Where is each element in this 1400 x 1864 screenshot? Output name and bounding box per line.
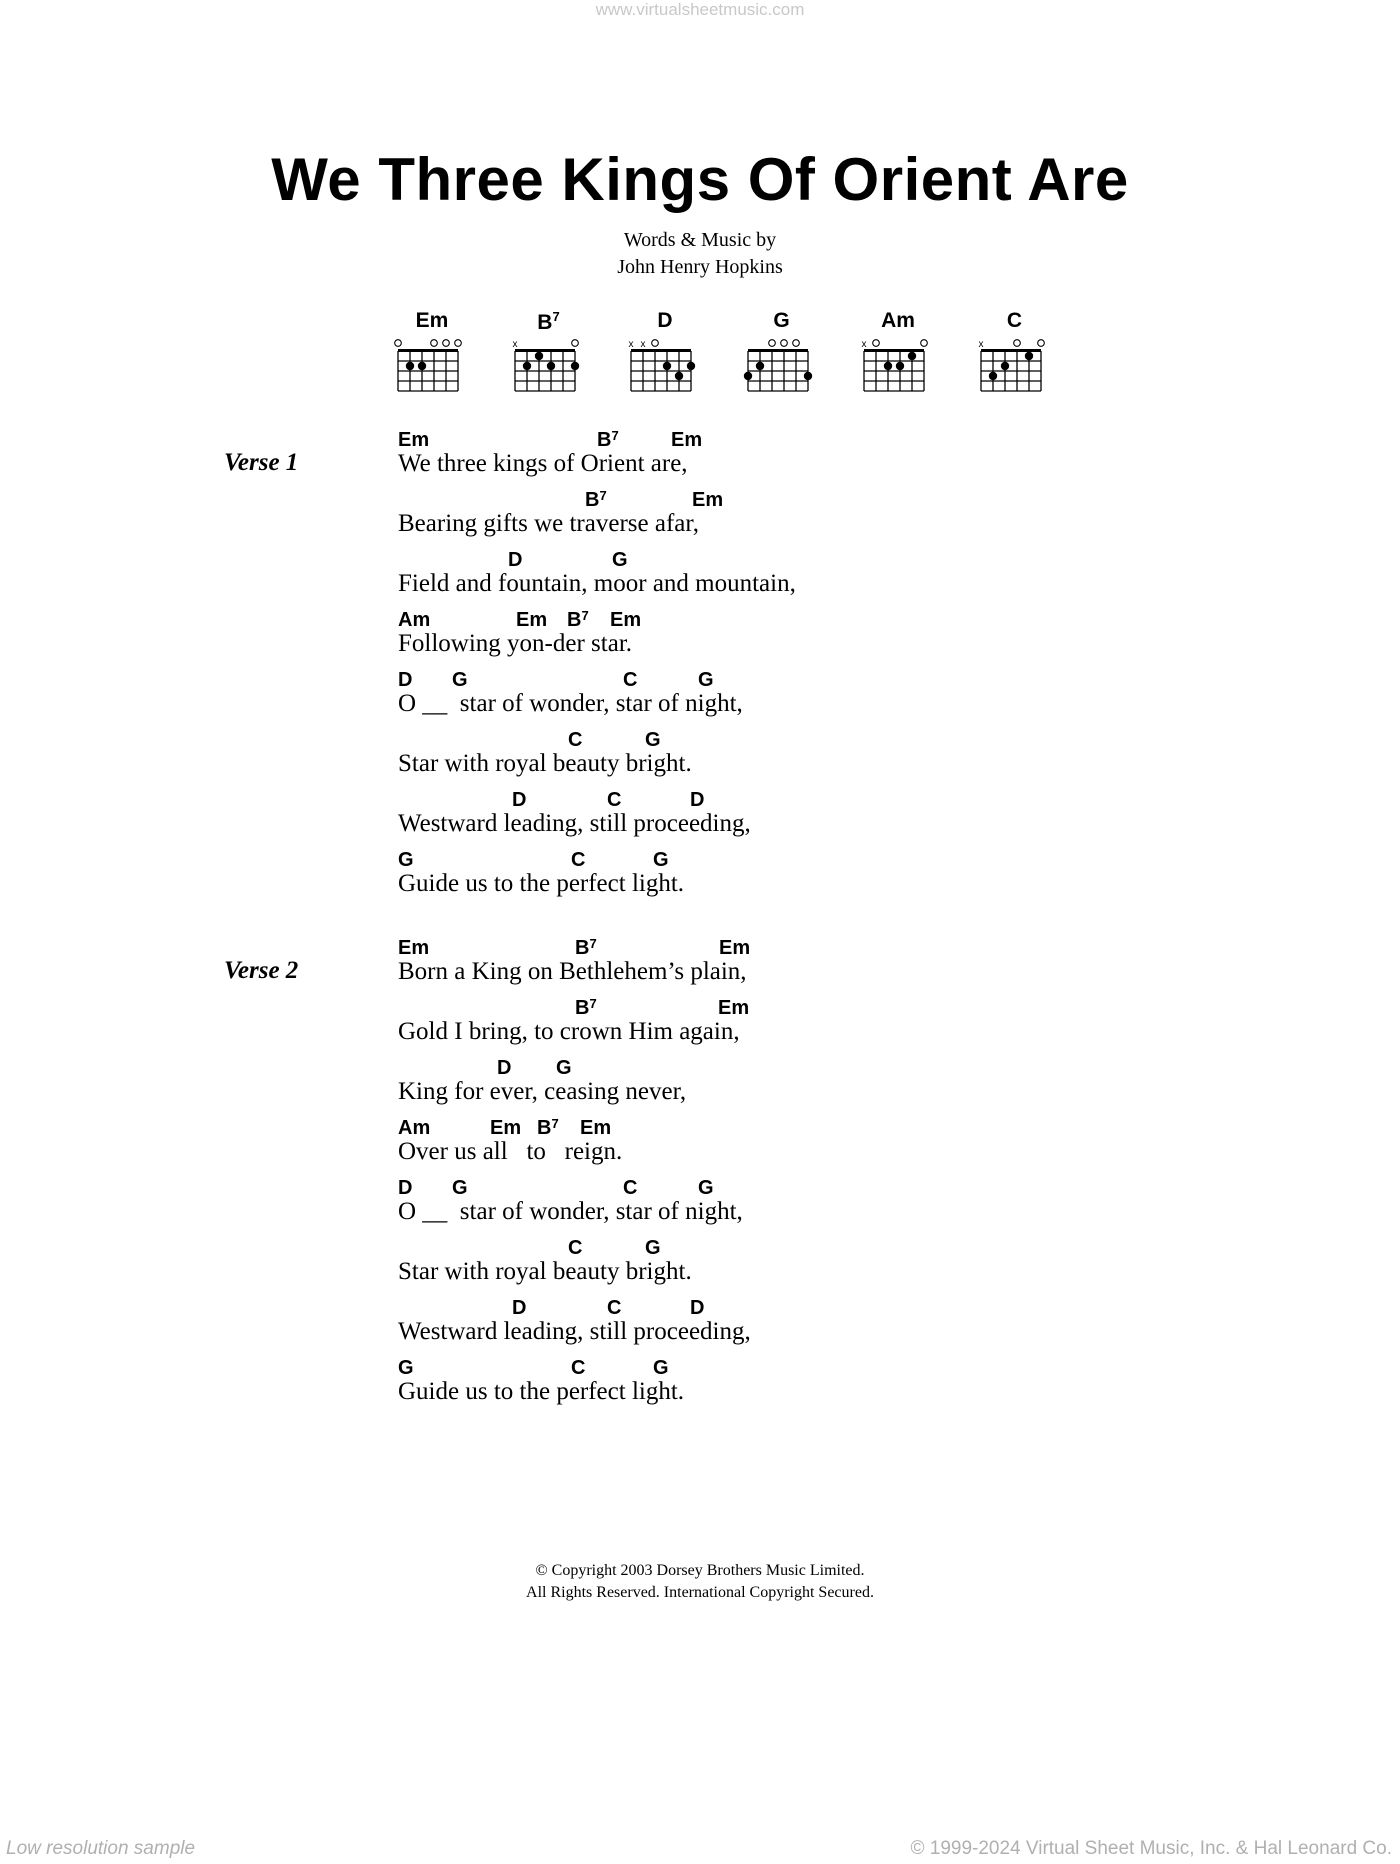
lyric-line xyxy=(398,669,1098,729)
credit-line-2: John Henry Hopkins xyxy=(617,256,783,278)
chord-symbol: Em xyxy=(671,429,703,451)
chord-diagram-em xyxy=(392,309,472,409)
lyric-text: Westward leading, still proceeding, xyxy=(398,1318,751,1345)
finger-dot xyxy=(546,362,554,370)
open-string-marker xyxy=(571,340,578,347)
chord-symbol: Em xyxy=(718,997,750,1019)
chord-diagram-am xyxy=(858,309,938,409)
finger-dot xyxy=(884,362,892,370)
chord-diagram-c xyxy=(975,309,1055,409)
footer-sample-note: Low resolution sample xyxy=(6,1838,196,1859)
open-string-marker xyxy=(780,340,787,347)
lyric-line xyxy=(398,549,1098,609)
finger-dot xyxy=(743,372,751,380)
lyric-line xyxy=(398,1237,1098,1297)
muted-string-marker: x xyxy=(640,339,646,350)
lyric-text: Star with royal beauty bright. xyxy=(398,750,692,777)
section-label: Verse 1 xyxy=(224,449,299,476)
chord-symbol: D xyxy=(512,1297,527,1319)
credit-line-1: Words & Music by xyxy=(623,229,777,251)
lyric-text: Following yon-der star. xyxy=(398,630,633,657)
chord-symbol: $B^7$ xyxy=(585,488,607,511)
chord-symbol: G xyxy=(452,1177,468,1199)
open-string-marker xyxy=(395,340,402,347)
lyric-text: We three kings of Orient are, xyxy=(398,450,688,477)
lyric-text: O __ star of wonder, star of night, xyxy=(398,690,743,717)
lyric-line xyxy=(398,1297,1098,1357)
chord-symbol: G xyxy=(612,549,628,571)
chord-diagram-name: G xyxy=(773,309,790,332)
finger-dot xyxy=(522,362,530,370)
chord-symbol: $B^7$ xyxy=(575,996,597,1019)
lyric-text: Guide us to the perfect light. xyxy=(398,870,685,897)
chord-symbol: Em xyxy=(610,609,642,631)
chord-diagram-d xyxy=(625,309,705,409)
lyric-line xyxy=(398,1357,1098,1417)
finger-dot xyxy=(755,362,763,370)
chord-symbol: Am xyxy=(398,609,431,631)
finger-dot xyxy=(534,352,542,360)
open-string-marker xyxy=(1037,340,1044,347)
chord-symbol: G xyxy=(653,1357,669,1379)
chord-diagram-name: Em xyxy=(415,309,449,332)
lyric-line xyxy=(398,1117,1098,1177)
chord-symbol: D xyxy=(497,1057,512,1079)
chord-symbol: C xyxy=(623,1177,638,1199)
lyric-text: King for ever, ceasing never, xyxy=(398,1078,687,1105)
chord-symbol: C xyxy=(607,1297,622,1319)
fretboard-grid xyxy=(858,335,938,399)
muted-string-marker: x xyxy=(512,339,517,350)
chord-symbol: D xyxy=(512,789,527,811)
open-string-marker xyxy=(873,340,880,347)
lyric-line xyxy=(398,729,1098,789)
chord-symbol: D xyxy=(398,1177,413,1199)
fretboard-grid xyxy=(509,335,589,399)
chord-symbol: D xyxy=(690,789,705,811)
lyric-text: Bearing gifts we traverse afar, xyxy=(398,510,699,537)
section-label: Verse 2 xyxy=(224,957,299,984)
fretboard-grid xyxy=(625,335,705,399)
lyric-line xyxy=(398,489,1098,549)
lyric-line xyxy=(398,849,1098,909)
chord-symbol: $B^7$ xyxy=(567,608,589,631)
chord-symbol: G xyxy=(645,1237,661,1259)
finger-dot xyxy=(570,362,578,370)
song-title: We Three Kings Of Orient Are xyxy=(271,146,1129,213)
finger-dot xyxy=(988,372,996,380)
finger-dot xyxy=(803,372,811,380)
chord-symbol: C xyxy=(571,849,586,871)
chord-symbol: Em xyxy=(398,937,430,959)
open-string-marker xyxy=(1013,340,1020,347)
copyright-line-1: © Copyright 2003 Dorsey Brothers Music Limited. xyxy=(535,1562,865,1579)
finger-dot xyxy=(896,362,904,370)
chord-symbol: C xyxy=(568,1237,583,1259)
finger-dot xyxy=(908,352,916,360)
finger-dot xyxy=(418,362,426,370)
lyric-line xyxy=(398,997,1098,1057)
lyric-line xyxy=(398,937,1098,997)
open-string-marker xyxy=(792,340,799,347)
lyric-line xyxy=(398,1057,1098,1117)
chord-symbol: Em xyxy=(398,429,430,451)
chord-symbol: C xyxy=(607,789,622,811)
lyric-text: Field and fountain, moor and mountain, xyxy=(398,570,796,597)
chord-symbol: G xyxy=(645,729,661,751)
chord-symbol: G xyxy=(653,849,669,871)
chord-symbol: Em xyxy=(516,609,548,631)
chord-symbol: Em xyxy=(692,489,724,511)
lyric-text: O __ star of wonder, star of night, xyxy=(398,1198,743,1225)
chord-symbol: G xyxy=(698,669,714,691)
lyric-text: Over us all to reign. xyxy=(398,1138,623,1165)
chord-symbol: C xyxy=(571,1357,586,1379)
fretboard-grid xyxy=(975,335,1055,399)
finger-dot xyxy=(675,372,683,380)
chord-symbol: G xyxy=(452,669,468,691)
lyric-text: Born a King on Bethlehem’s plain, xyxy=(398,958,747,985)
chord-diagram-name: Am xyxy=(881,309,915,332)
open-string-marker xyxy=(652,340,659,347)
lyric-text: Gold I bring, to crown Him again, xyxy=(398,1018,740,1045)
fretboard-grid xyxy=(742,335,822,399)
chord-symbol: $B^7$ xyxy=(575,936,597,959)
chord-symbol: C xyxy=(568,729,583,751)
finger-dot xyxy=(663,362,671,370)
open-string-marker xyxy=(921,340,928,347)
lyric-text: Star with royal beauty bright. xyxy=(398,1258,692,1285)
open-string-marker xyxy=(431,340,438,347)
chord-diagram-name: C xyxy=(1006,309,1023,332)
chord-diagram-name: $B^7$ xyxy=(537,309,560,334)
footer-copyright: © 1999-2024 Virtual Sheet Music, Inc. & Hal Leonard Co. xyxy=(910,1838,1392,1859)
chord-symbol: Em xyxy=(580,1117,612,1139)
finger-dot xyxy=(687,362,695,370)
muted-string-marker: x xyxy=(628,339,634,350)
copyright-line-2: All Rights Reserved. International Copyright Secured. xyxy=(526,1584,874,1601)
muted-string-marker: x xyxy=(861,339,867,350)
chord-symbol: G xyxy=(398,1357,414,1379)
lyric-line xyxy=(398,789,1098,849)
chord-symbol: Am xyxy=(398,1117,431,1139)
chord-diagram-g xyxy=(742,309,822,409)
chord-symbol: Em xyxy=(490,1117,522,1139)
chord-diagram-b7 xyxy=(509,309,589,409)
muted-string-marker: x xyxy=(978,339,983,350)
finger-dot xyxy=(1000,362,1008,370)
chord-symbol: G xyxy=(698,1177,714,1199)
lyric-line xyxy=(398,429,1098,489)
chord-symbol: Em xyxy=(719,937,751,959)
lyric-text: Westward leading, still proceeding, xyxy=(398,810,751,837)
chord-symbol: G xyxy=(556,1057,572,1079)
chord-symbol: $B^7$ xyxy=(537,1116,559,1139)
fretboard-grid xyxy=(392,335,472,399)
finger-dot xyxy=(1024,352,1032,360)
watermark-url: www.virtualsheetmusic.com xyxy=(595,0,805,19)
chord-symbol: C xyxy=(623,669,638,691)
lyric-line xyxy=(398,609,1098,669)
open-string-marker xyxy=(455,340,462,347)
finger-dot xyxy=(406,362,414,370)
chord-symbol: G xyxy=(398,849,414,871)
chord-symbol: D xyxy=(508,549,523,571)
chord-symbol: D xyxy=(398,669,413,691)
open-string-marker xyxy=(768,340,775,347)
open-string-marker xyxy=(443,340,450,347)
chord-symbol: $B^7$ xyxy=(597,428,619,451)
chord-symbol: D xyxy=(690,1297,705,1319)
chord-diagram-name: D xyxy=(657,309,673,332)
lyric-line xyxy=(398,1177,1098,1237)
lyric-text: Guide us to the perfect light. xyxy=(398,1378,685,1405)
